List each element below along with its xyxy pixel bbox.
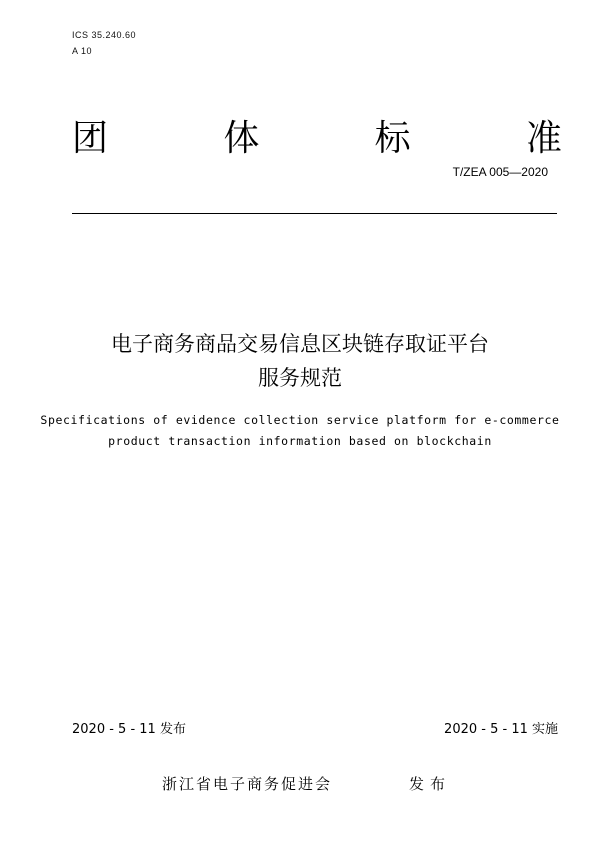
ics-code: ICS 35.240.60 bbox=[72, 30, 137, 40]
chinese-title-line-1: 电子商务商品交易信息区块链存取证平台 bbox=[111, 332, 489, 356]
standard-number: T/ZEA 005—2020 bbox=[452, 165, 548, 179]
publish-date: 2020 - 5 - 11 发布 bbox=[72, 722, 186, 737]
implementation-date: 2020 - 5 - 11 实施 bbox=[444, 722, 558, 737]
standard-type-char: 团 bbox=[72, 118, 109, 159]
publisher-name: 浙江省电子商务促进会 bbox=[162, 775, 333, 793]
header-divider bbox=[72, 213, 557, 214]
chinese-title-line-2: 服务规范 bbox=[258, 366, 342, 390]
standard-type-heading bbox=[72, 116, 562, 162]
standard-type-char: 标 bbox=[374, 118, 411, 159]
standard-type-char: 准 bbox=[525, 118, 562, 159]
english-title-line-1: Specifications of evidence collection service platform for e-commerce bbox=[40, 413, 560, 427]
english-title-line-2: product transaction information based on blockchain bbox=[108, 434, 492, 448]
publisher-action: 发布 bbox=[409, 775, 452, 793]
standard-type-char: 体 bbox=[223, 118, 260, 159]
ccs-code: A 10 bbox=[72, 46, 93, 56]
